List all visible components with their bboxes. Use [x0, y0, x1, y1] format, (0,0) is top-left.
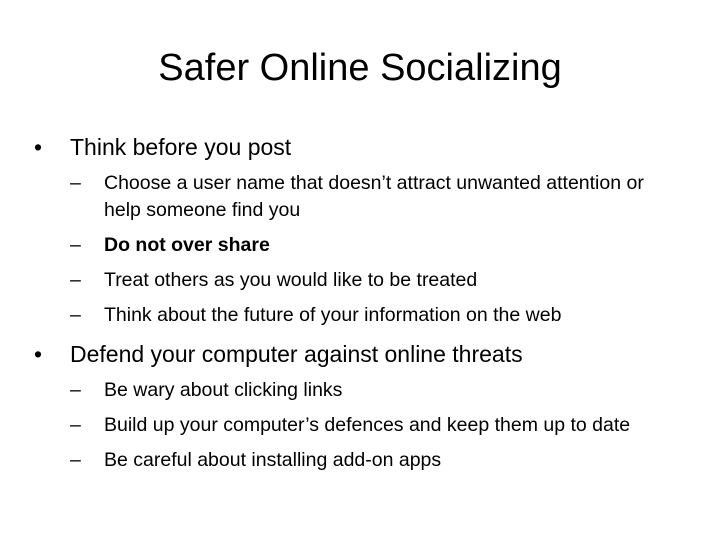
sub-bullet-list — [70, 170, 684, 329]
slide-title: Safer Online Socializing — [158, 47, 562, 89]
sub-bullet-item — [70, 232, 684, 259]
bullet-icon: • — [34, 341, 43, 367]
dash-icon: – — [70, 269, 81, 291]
bullet-section-think-before-post — [34, 130, 684, 329]
dash-icon: – — [70, 414, 81, 436]
sub-bullet-text: Do not over share — [104, 234, 270, 256]
section-heading: Defend your computer against online threats — [70, 341, 523, 367]
sub-bullet-text: Treat others as you would like to be treated — [104, 269, 478, 291]
dash-icon: – — [70, 379, 81, 401]
sub-bullet-text: Be careful about installing add-on apps — [104, 449, 442, 471]
sub-bullet-list — [70, 377, 684, 474]
dash-icon: – — [70, 449, 81, 471]
sub-bullet-text: Choose a user name that doesn’t attract unwanted attention or help someone find you — [104, 172, 644, 221]
sub-bullet-item — [70, 267, 684, 294]
bullet-section-defend-computer — [34, 337, 684, 474]
bullet-list — [34, 130, 684, 482]
section-heading: Think before you post — [70, 134, 292, 160]
sub-bullet-item — [70, 412, 684, 439]
sub-bullet-item — [70, 302, 684, 329]
sub-bullet-item — [70, 170, 684, 224]
bullet-icon: • — [34, 134, 43, 160]
sub-bullet-text: Build up your computer’s defences and keep them up to date — [104, 414, 631, 436]
dash-icon: – — [70, 234, 81, 256]
sub-bullet-text: Think about the future of your information on the web — [104, 304, 562, 326]
dash-icon: – — [70, 304, 81, 326]
sub-bullet-item — [70, 447, 684, 474]
dash-icon: – — [70, 172, 81, 194]
sub-bullet-text: Be wary about clicking links — [104, 379, 343, 401]
sub-bullet-item — [70, 377, 684, 404]
